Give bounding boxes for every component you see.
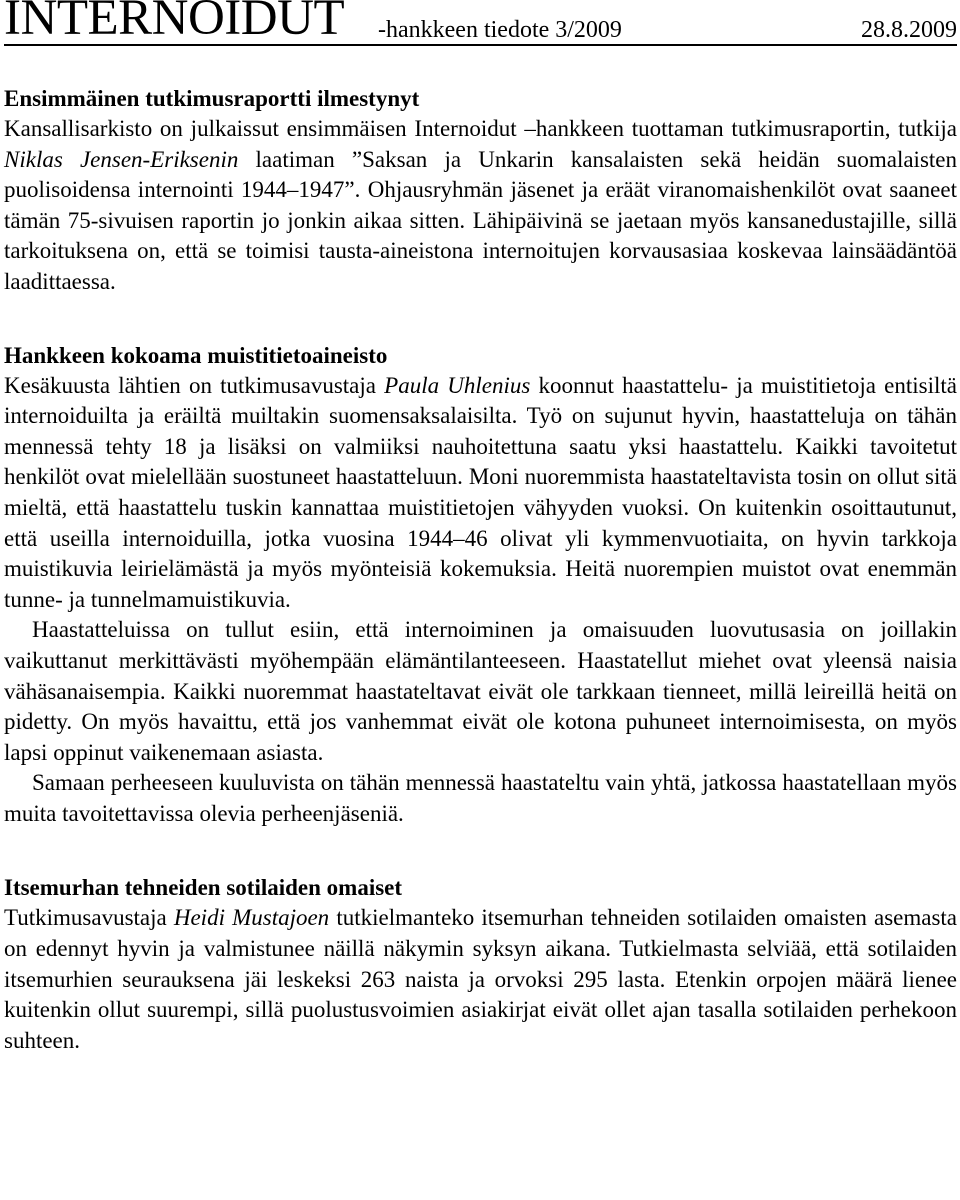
newsletter-title: INTERNOIDUT <box>4 0 345 46</box>
section-soldier-suicides <box>4 873 957 1056</box>
paragraph-text: Tutkimusavustaja <box>4 905 174 931</box>
paragraph-text: Kansallisarkisto on julkaissut ensimmäisen Internoidut –hankkeen tuottaman tutkimusraportin, tutkija <box>4 116 957 141</box>
section-heading: Itsemurhan tehneiden sotilaiden omaiset <box>4 875 403 901</box>
person-name: Heidi Mustajoen <box>173 905 330 931</box>
paragraph-text: koonnut haastattelu- ja muistitietoja entisiltä internoiduilta ja eräiltä muiltakin suomensaksalaisilta. Työ on sujunut hyvin, haastatteluja on tähän mennessä tehty 18 ja lisäksi on valmiiksi nauhoitettuna saatu yksi haastattelu. Kaikki tavoitetut henkilöt ovat mielellään suostuneet haastatteluun. Moni nuoremmista haastateltavista tosin on ollut sitä mieltä, että haastattelu tuskin kannattaa muistitietojen vähyyden vuoksi. On kuitenkin osoittautunut, että useilla internoiduilla, jotka vuosina 1944–46 olivat yli kymmenvuotiaita, on hyvin tarkkoja muistikuvia leirielämästä ja myös myönteisiä kokemuksia. Heitä nuorempien muistot ovat enemmän tunne- ja tunnelmamuistikuvia. <box>4 372 957 612</box>
newsletter-subtitle: -hankkeen tiedote 3/2009 <box>378 17 622 43</box>
newsletter-date: 28.8.2009 <box>861 17 957 43</box>
person-name: Niklas Jensen-Eriksenin <box>4 146 239 172</box>
section-heading: Hankkeen kokoama muistitietoaineisto <box>4 342 388 368</box>
masthead <box>4 0 957 46</box>
section-heading: Ensimmäinen tutkimusraportti ilmestynyt <box>4 86 420 111</box>
paragraph <box>4 903 957 1056</box>
paragraph-text: tutkielmanteko itsemurhan tehneiden sotilaiden omaisten asemasta on edennyt hyvin ja valmistunee näillä näkymin syksyn aikana. Tutkielmasta selviää, että sotilaiden itsemurhien seurauksena jäi leskeksi 263 naista ja orvoksi 295 lasta. Etenkin orpojen määrä lienee kuitenkin ollut suurempi, sillä puolustusvoimien asiakirjat eivät ollet ajan tasalla sotilaiden perhekoon suhteen. <box>4 905 958 1053</box>
paragraph: Haastatteluissa on tullut esiin, että internoiminen ja omaisuuden luovutusasia on joillakin vaikuttanut merkittävästi myöhempään elämäntilanteeseen. Haastatellut miehet ovat yleensä naisia vähäsanaisempia. Kaikki nuoremmat haastateltavat eivät ole tarkkaan tienneet, millä leireillä heitä on pidetty. On myös havaittu, että jos vanhemmat eivät ole kotona puhuneet internoimisesta, on myös lapsi oppinut vaikenemaan asiasta. <box>4 617 957 765</box>
section-oral-history <box>4 341 957 830</box>
paragraph-text: laatiman ”Saksan ja Unkarin kansalaisten sekä heidän suomalaisten puolisoidensa internointi 1944–1947”. Ohjausryhmän jäsenet ja eräät viranomaishenkilöt ovat saaneet tämän 75-sivuisen raportin jo jonkin aikaa sitten. Lähipäivinä se jaetaan myös kansanedustajille, sillä tarkoituksena on, että se toimisi tausta-aineistona internoitujen korvausasiaa koskevaa lainsäädäntöä laadittaessa. <box>4 146 957 294</box>
person-name: Paula Uhlenius <box>384 372 531 398</box>
paragraph <box>4 371 957 616</box>
paragraph-text: Kesäkuusta lähtien on tutkimusavustaja <box>4 372 385 398</box>
paragraph: Samaan perheeseen kuuluvista on tähän mennessä haastateltu vain yhtä, jatkossa haastatellaan myös muita tavoitettavissa olevia perheenjäseniä. <box>4 770 957 826</box>
section-first-report <box>4 84 957 298</box>
paragraph <box>4 114 957 298</box>
